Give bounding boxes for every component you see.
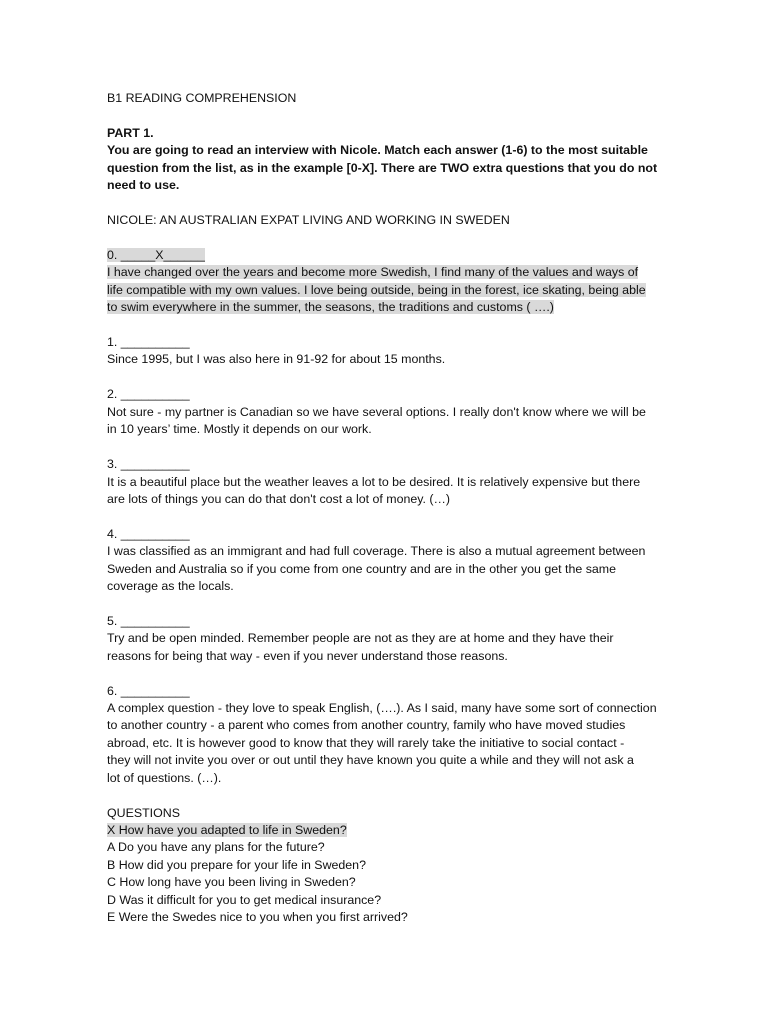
question-example: X How have you adapted to life in Sweden? <box>107 823 347 837</box>
spacer <box>107 508 667 526</box>
spacer <box>107 439 667 457</box>
answer-label: 5. __________ <box>107 613 190 628</box>
answer-label: 4. __________ <box>107 526 190 541</box>
question-item: C How long have you been living in Sweden? <box>107 875 356 890</box>
instructions-line: You are going to read an interview with Nicole. Match each answer (1-6) to the most suitable <box>107 143 648 158</box>
spacer <box>107 787 667 805</box>
question-item: A Do you have any plans for the future? <box>107 840 325 855</box>
question-item: E Were the Swedes nice to you when you first arrived? <box>107 910 408 925</box>
answer-label: 1. __________ <box>107 335 190 350</box>
spacer <box>107 317 667 335</box>
answer-1 <box>107 334 667 369</box>
part-heading: PART 1. <box>107 125 154 140</box>
answer-line: they will not invite you over or out until they have known you quite a while and they will not ask a <box>107 753 634 768</box>
article-title: NICOLE: AN AUSTRALIAN EXPAT LIVING AND WORKING IN SWEDEN <box>107 213 510 228</box>
answer-line: abroad, etc. It is however good to know that they will rarely take the initiative to social contact - <box>107 735 625 750</box>
answer-4 <box>107 526 667 596</box>
instructions-line: question from the list, as in the example [0-X]. There are TWO extra questions that you do not <box>107 160 658 175</box>
question-item: D Was it difficult for you to get medical insurance? <box>107 892 382 907</box>
answer-6 <box>107 683 667 787</box>
answer-line: Since 1995, but I was also here in 91-92 for about 15 months. <box>107 352 446 367</box>
answer-line: to another country - a parent who comes from another country, family who have moved studies <box>107 718 626 733</box>
spacer <box>107 107 667 125</box>
answer-line: are lots of things you can do that don't cost a lot of money. (…) <box>107 491 451 506</box>
answer-line: I was classified as an immigrant and had full coverage. There is also a mutual agreement between <box>107 544 646 559</box>
answer-line: lot of questions. (…). <box>107 770 222 785</box>
spacer <box>107 195 667 213</box>
spacer <box>107 229 667 247</box>
example-line: life compatible with my own values. I love being outside, being in the forest, ice skating, being able <box>107 282 646 297</box>
document-page <box>107 90 667 926</box>
spacer <box>107 595 667 613</box>
spacer <box>107 665 667 683</box>
answer-line: A complex question - they love to speak English, (….). As I said, many have some sort of connection <box>107 701 657 716</box>
spacer <box>107 369 667 387</box>
answer-label: 2. __________ <box>107 387 190 402</box>
answer-label: 6. __________ <box>107 683 190 698</box>
example-answer <box>107 247 667 317</box>
questions-list <box>107 805 667 927</box>
example-line: to swim everywhere in the summer, the seasons, the traditions and customs ( ….) <box>107 300 554 315</box>
answer-line: It is a beautiful place but the weather leaves a lot to be desired. It is relatively expensive but there <box>107 474 641 489</box>
answer-line: reasons for being that way - even if you never understand those reasons. <box>107 648 508 663</box>
instructions-line: need to use. <box>107 178 180 193</box>
answer-3 <box>107 456 667 508</box>
example-line: I have changed over the years and become more Swedish, I find many of the values and ways of <box>107 265 639 280</box>
questions-heading: QUESTIONS <box>107 805 180 820</box>
answer-5 <box>107 613 667 665</box>
document-title: B1 READING COMPREHENSION <box>107 91 297 105</box>
question-item: B How did you prepare for your life in Sweden? <box>107 857 366 872</box>
answer-label: 3. __________ <box>107 457 190 472</box>
answer-2 <box>107 386 667 438</box>
answer-line: Not sure - my partner is Canadian so we have several options. I really don't know where we will be <box>107 404 646 419</box>
answer-line: Try and be open minded. Remember people are not as they are at home and they have their <box>107 631 614 646</box>
answer-line: coverage as the locals. <box>107 579 234 594</box>
example-label: 0. _____X______ <box>107 247 205 262</box>
answer-line: Sweden and Australia so if you come from one country and are in the other you get the same <box>107 561 617 576</box>
answer-line: in 10 years’ time. Mostly it depends on our work. <box>107 422 372 437</box>
